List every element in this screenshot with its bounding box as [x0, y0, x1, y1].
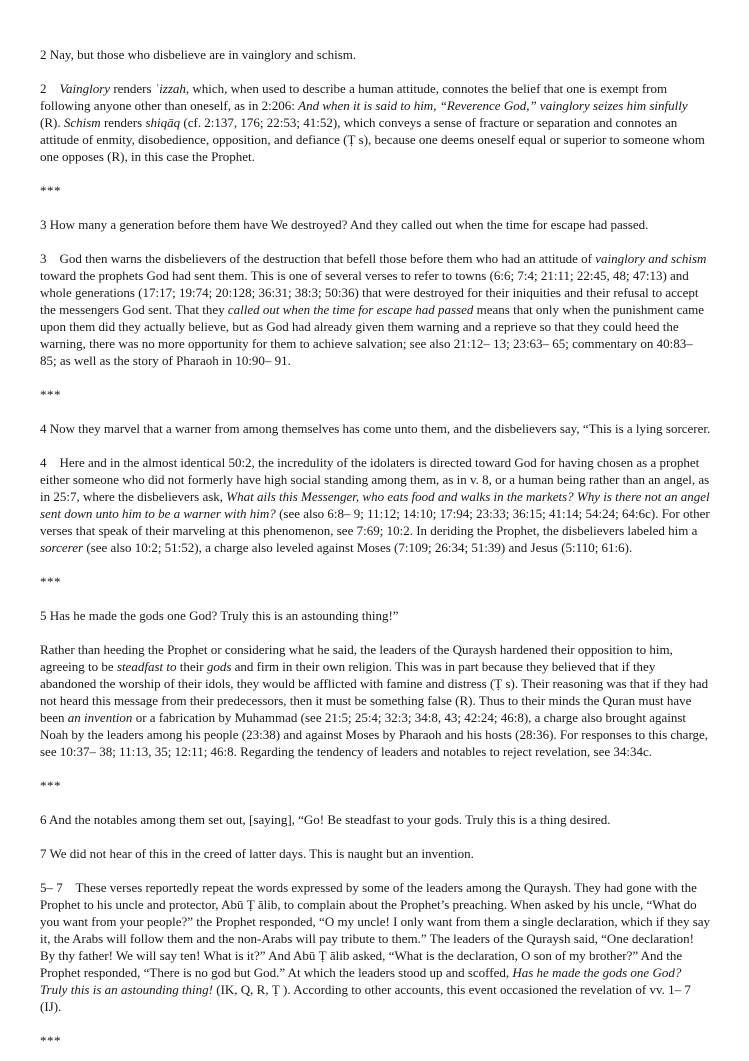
italic-text-run: an invention [67, 710, 133, 725]
text-run: or a fabrication by Muhammad (see 21:5; 25:4; 32:3; 34:8, 43; 42:24; 46:8), a charge also brought against Noah by the leaders among his people (23:38) and against Moses by Pharaoh and his hosts (28:36). For responses to this charge, see 10:37– 38; 11:13, 35; 12:11; 46:8. Regarding the tendency of leaders and notables to reject revelation, see 34:34c. [40, 710, 712, 759]
text-run: (see also 6:8– 9; 11:12; 14:10; 17:94; 23:33; 36:15; 41:14; 54:24; 64:6c). For other verses that speak of their marveling at this phenomenon, see 7:69; 10:2. In deriding the Prophet, the disbelievers labeled him a [40, 506, 713, 538]
italic-text-run: sorcerer [40, 540, 84, 555]
verse-translation [40, 607, 711, 624]
text-run: (IK, Q, R, Ṭ ). According to other accounts, this event occasioned the revelation of vv. 1– 7 (IJ). [40, 982, 695, 1014]
text-run: toward the prophets God had sent them. This is one of several verses to refer to towns (6:6; 7:4; 21:11; 22:45, 48; 47:13) and whole generations (17:17; 19:74; 20:128; 36:31; 38:3; 50:36) that were destroyed for their iniquities and their refusal to accept the messengers God sent. That they [40, 251, 710, 317]
italic-text-run: What ails this Messenger, who eats food and walks in the markets? Why is there not an angel sent down unto him to be a warner with him? [40, 489, 713, 521]
italic-text-run: Has he made the gods one God? Truly this is an astounding thing! [40, 965, 685, 997]
italic-text-run: vainglory and schism [595, 251, 707, 266]
text-run: renders [110, 81, 155, 96]
text-column [40, 46, 714, 1049]
text-run: (R). [40, 98, 691, 130]
italic-text-run: called out when the time for escape had passed [227, 302, 474, 317]
text-run: 5 Has he made the gods one God? Truly this is an astounding thing!” [40, 608, 399, 623]
verse-translation [40, 46, 711, 63]
verse-translation [40, 811, 711, 828]
text-run: and firm in their own religion. This was in part because they believed that if they abandoned the worship of their idols, they would be afflicted with famine and distress (Ṭ s). Their reasoning was that if they had not heard this message from their predecessors, then it must be something false (R). Thus to their minds the Quran must have been [40, 659, 712, 725]
commentary-paragraph [40, 641, 711, 760]
text-run: 3 How many a generation before them have We destroyed? And they called out when the time for escape had passed. [40, 217, 649, 232]
verse-translation [40, 216, 711, 233]
commentary-paragraph [40, 250, 711, 369]
text-run: which, when used to describe a human attitude, connotes the belief that one is exempt from following anyone other than oneself, as in 2:206: [40, 81, 671, 113]
text-run: 4 Here and in the almost identical 50:2, the incredulity of the idolaters is directed toward God for having chosen as a prophet either someone who did not formerly have high social standing among them, as in v. 8, or a human being rather than an angel, as in 25:7, where the disbelievers ask, [40, 455, 713, 504]
text-run: (cf. 2:137, 176; 22:53; 41:52), which conveys a sense of fracture or separation and connotes an attitude of enmity, disobedience, opposition, and defiance (Ṭ s), because one deems oneself equal or superior to someone whom one opposes (R), in this case the Prophet. [40, 115, 709, 164]
text-run: (see also 10:2; 51:52), a charge also leveled against Moses (7:109; 26:34; 51:39) and Jesus (5:110; 61:6). [83, 540, 633, 555]
section-separator: *** [40, 183, 61, 198]
section-separator: *** [40, 1033, 61, 1048]
text-run: their [176, 659, 207, 674]
commentary-paragraph [40, 879, 714, 1015]
text-run: renders [100, 115, 146, 130]
text-run: 2 [40, 81, 60, 96]
commentary-paragraph [40, 80, 711, 165]
italic-text-run: Schism [63, 115, 101, 130]
text-run: 3 God then warns the disbelievers of the destruction that befell those before them who had an attitude of [40, 251, 596, 266]
verse-translation [40, 420, 711, 437]
italic-text-run: ʿizzah, [154, 81, 190, 96]
text-run: means that only when the punishment came upon them did they actually believe, but as God had already given them warning and a reprieve so that they could heed the warning, there was no more opportunity for them to achieve salvation; see also 21:12– 13; 23:63– 65; commentary on 40:83– 85; as well as the story of Pharaoh in 10:90– 91. [40, 302, 708, 368]
italic-text-run: gods [206, 659, 232, 674]
text-run: 4 Now they marvel that a warner from among themselves has come unto them, and the disbelievers say, “This is a lying sorcerer. [40, 421, 711, 436]
text-run: 6 And the notables among them set out, [saying], “Go! Be steadfast to your gods. Truly this is a thing desired. [40, 812, 611, 827]
italic-text-run: shiqāq [145, 115, 181, 130]
text-run: 5– 7 These verses reportedly repeat the words expressed by some of the leaders among the Quraysh. They had gone with the Prophet to his uncle and protector, Abū Ṭ ālib, to complain about the Prophet’s preaching. When asked by his uncle, “What do you want from your people?” the Prophet responded, “O my uncle! I only want from them a single declaration, which if they say it, the Arabs will follow them and the non-Arabs will pay tribute to them.” The leaders of the Quraysh said, “One declaration! By thy father! We will say ten! What is it?” And Abū Ṭ ālib asked, “What is the declaration, O son of my brother?” And the Prophet responded, “There is no god but God.” At which the leaders stood up and scoffed, [40, 880, 714, 980]
section-separator: *** [40, 387, 61, 402]
verse-translation [40, 845, 711, 862]
text-run: 7 We did not hear of this in the creed of latter days. This is naught but an invention. [40, 846, 474, 861]
commentary-paragraph [40, 454, 711, 556]
section-separator: *** [40, 574, 61, 589]
section-separator: *** [40, 778, 61, 793]
text-run: 2 Nay, but those who disbelieve are in vainglory and schism. [40, 47, 357, 62]
italic-text-run: steadfast to [116, 659, 177, 674]
italic-text-run: And when it is said to him, “Reverence God,” vainglory seizes him sinfully [298, 98, 688, 113]
italic-text-run: Vainglory [59, 81, 111, 96]
text-run: Rather than heeding the Prophet or considering what he said, the leaders of the Quraysh hardened their opposition to him, agreeing to be [40, 642, 677, 674]
